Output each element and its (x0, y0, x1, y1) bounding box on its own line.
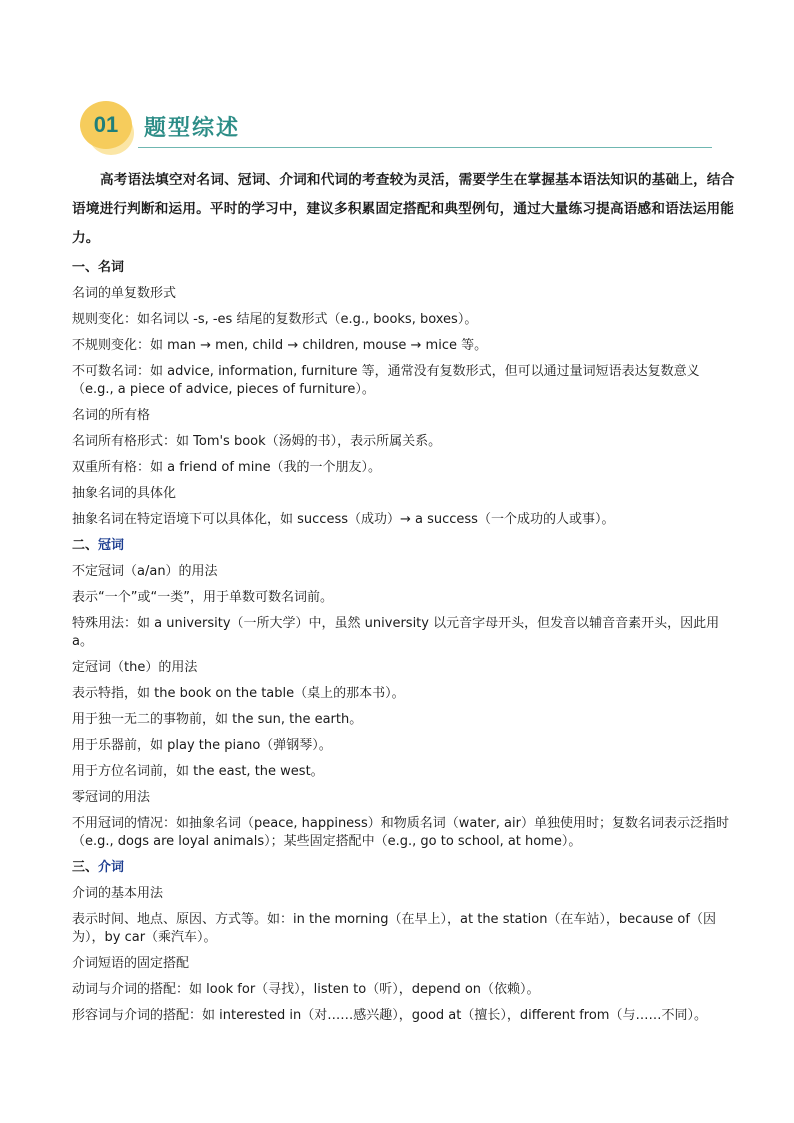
section-title: 题型综述 (144, 116, 241, 141)
heading-prefix: 一、 (72, 260, 99, 275)
text-double-possessive: 双重所有格：如 a friend of mine（我的一个朋友）。 (72, 460, 382, 475)
heading-word: 介词 (98, 860, 125, 875)
subheading-basic: 介词的基本用法 (72, 886, 164, 901)
heading-word: 名词 (98, 260, 125, 275)
heading-prepositions (72, 855, 736, 881)
intro-paragraph: 高考语法填空对名词、冠词、介词和代词的考查较为灵活，需要学生在掌握基本语法知识的基础上，结合语境进行判断和运用。平时的学习中，建议多积累固定搭配和典型例句，通过大量练习提高语感和语法运用能力。 (72, 172, 735, 246)
text-basic: 表示时间、地点、原因、方式等。如：in the morning（在早上），at the station（在车站），because of（因为），by car（乘汽车）。 (72, 912, 716, 945)
section-header (80, 97, 712, 155)
heading-prefix: 三、 (72, 860, 99, 875)
section-divider (138, 147, 712, 148)
text-def-1: 表示特指，如 the book on the table（桌上的那本书）。 (72, 686, 405, 701)
text-def-4: 用于方位名词前，如 the east, the west。 (72, 764, 324, 779)
text-indef-2: 特殊用法：如 a university（一所大学）中，虽然 university 以元音字母开头，但发音以辅音音素开头，因此用 a。 (72, 616, 720, 649)
text-zero: 不用冠词的情况：如抽象名词（peace, happiness）和物质名词（water, air）单独使用时；复数名词表示泛指时（e.g., dogs are loyal animals）；某些固定搭配中（e.g., go to school, at home）。 (72, 816, 729, 849)
subheading-number: 名词的单复数形式 (72, 286, 177, 301)
subheading-zero: 零冠词的用法 (72, 790, 151, 805)
subheading-definite: 定冠词（the）的用法 (72, 660, 198, 675)
heading-articles (72, 533, 736, 559)
text-possessive-form: 名词所有格形式：如 Tom's book（汤姆的书），表示所属关系。 (72, 434, 442, 449)
text-regular: 规则变化：如名词以 -s, -es 结尾的复数形式（e.g., books, boxes）。 (72, 312, 478, 327)
subheading-abstract: 抽象名词的具体化 (72, 486, 177, 501)
text-irregular: 不规则变化：如 man → men, child → children, mouse → mice 等。 (72, 338, 488, 353)
text-adj-prep: 形容词与介词的搭配：如 interested in（对……感兴趣），good at（擅长），different from（与……不同）。 (72, 1008, 707, 1023)
text-abstract: 抽象名词在特定语境下可以具体化，如 success（成功）→ a success（一个成功的人或事）。 (72, 512, 615, 527)
heading-word: 冠词 (98, 538, 125, 553)
subheading-possessive: 名词的所有格 (72, 408, 151, 423)
heading-nouns (72, 255, 736, 281)
section-badge (80, 97, 138, 155)
subheading-fixed: 介词短语的固定搭配 (72, 956, 190, 971)
text-verb-prep: 动词与介词的搭配：如 look for（寻找），listen to（听），depend on（依赖）。 (72, 982, 540, 997)
document-body (72, 166, 736, 1029)
heading-prefix: 二、 (72, 538, 99, 553)
text-def-3: 用于乐器前，如 play the piano（弹钢琴）。 (72, 738, 332, 753)
text-def-2: 用于独一无二的事物前，如 the sun, the earth。 (72, 712, 363, 727)
subheading-indefinite: 不定冠词（a/an）的用法 (72, 564, 218, 579)
text-uncountable: 不可数名词：如 advice, information, furniture 等，通常没有复数形式，但可以通过量词短语表达复数意义（e.g., a piece of advice, pieces of furniture）。 (72, 364, 700, 397)
section-number: 01 (93, 112, 119, 137)
text-indef-1: 表示“一个”或“一类”，用于单数可数名词前。 (72, 590, 333, 605)
